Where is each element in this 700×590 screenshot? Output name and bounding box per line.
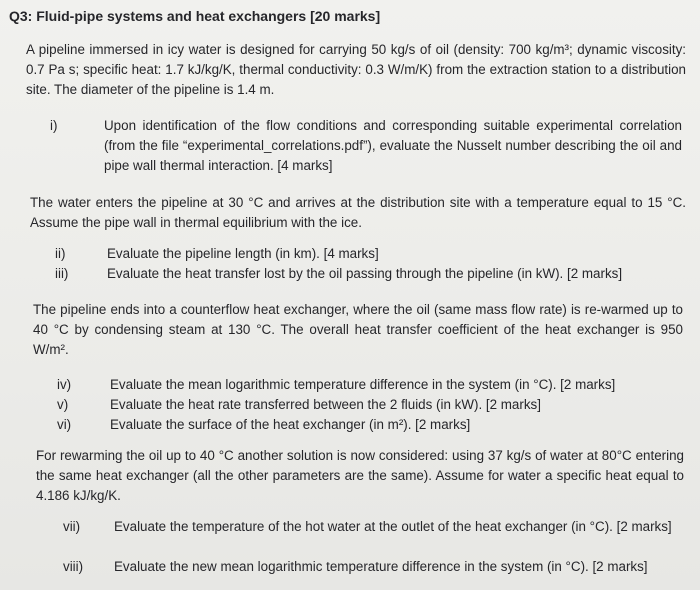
part-vii-number: vii) xyxy=(63,519,81,534)
part-v-text: Evaluate the heat rate transferred between the 2 fluids (in kW). [2 marks] xyxy=(110,397,541,412)
part-viii xyxy=(63,557,688,577)
part-vii xyxy=(63,517,688,537)
part-ii-number: ii) xyxy=(55,246,66,261)
part-viii-text: Evaluate the new mean logarithmic temperature difference in the system (in °C). [2 marks] xyxy=(114,559,648,574)
part-vi-text: Evaluate the surface of the heat exchanger (in m²). [2 marks] xyxy=(110,417,471,432)
part-iii-text: Evaluate the heat transfer lost by the oil passing through the pipeline (in kW). [2 marks] xyxy=(107,266,623,281)
part-iv xyxy=(57,375,687,395)
rewarm-paragraph: For rewarming the oil up to 40 °C another solution is now considered: using 37 kg/s of water at 80°C entering the same heat exchanger (all the other parameters are the same). Assume for water a specific heat equal to 4.186 kJ/kg/K. xyxy=(36,448,684,503)
question-title: Q3: Fluid-pipe systems and heat exchangers [20 marks] xyxy=(9,8,381,24)
heat-exchanger-paragraph: The pipeline ends into a counterflow heat exchanger, where the oil (same mass flow rate) is re-warmed up to 40 °C by condensing steam at 130 °C. The overall heat transfer coefficient of the heat exchanger is 950 W/m². xyxy=(33,302,683,357)
part-i-text: Upon identification of the flow conditions and corresponding suitable experimental correlation (from the file “experimental_correlations.pdf”), evaluate the Nusselt number describing the oil and pipe wall thermal interaction. [4 marks] xyxy=(104,118,682,173)
water-paragraph: The water enters the pipeline at 30 °C and arrives at the distribution site with a temperature equal to 15 °C. Assume the pipe wall in thermal equilibrium with the ice. xyxy=(30,195,686,230)
part-viii-number: viii) xyxy=(63,559,84,574)
part-iii xyxy=(55,264,685,284)
part-iii-number: iii) xyxy=(55,266,69,281)
part-v xyxy=(57,395,687,415)
part-ii-text: Evaluate the pipeline length (in km). [4 marks] xyxy=(107,246,379,261)
part-iv-number: iv) xyxy=(57,377,72,392)
part-i-number: i) xyxy=(50,118,58,133)
part-iv-text: Evaluate the mean logarithmic temperature difference in the system (in °C). [2 marks] xyxy=(110,377,616,392)
part-v-number: v) xyxy=(57,397,69,412)
intro-paragraph: A pipeline immersed in icy water is designed for carrying 50 kg/s of oil (density: 700 kg/m³; dynamic viscosity: 0.7 Pa s; specific heat: 1.7 kJ/kg/K, thermal conductivity: 0.3 W/m/K) from the extraction station to a distribution site. The diameter of the pipeline is 1.4 m. xyxy=(26,42,686,97)
part-vi xyxy=(57,415,687,435)
part-i xyxy=(50,116,682,176)
part-ii xyxy=(55,244,685,264)
part-vii-text: Evaluate the temperature of the hot water at the outlet of the heat exchanger (in °C). [2 marks] xyxy=(114,519,672,534)
part-vi-number: vi) xyxy=(57,417,72,432)
